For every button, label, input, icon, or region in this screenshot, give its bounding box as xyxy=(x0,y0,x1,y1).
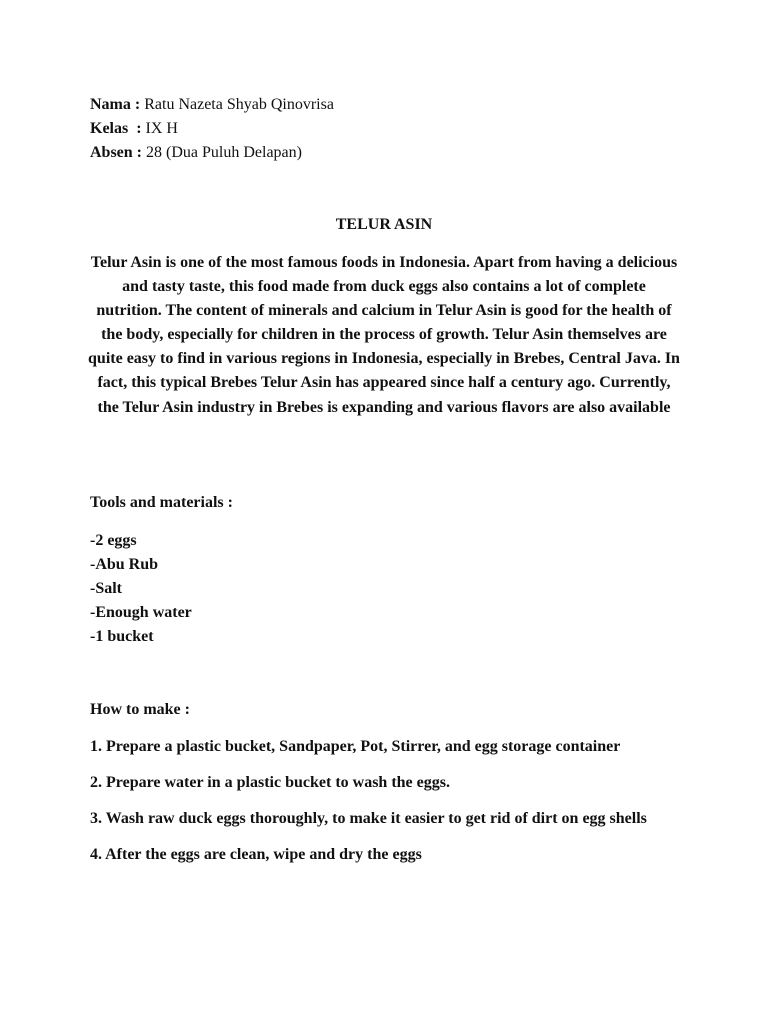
class-value: IX H xyxy=(145,120,178,137)
step-item: 2. Prepare water in a plastic bucket to wash the eggs. xyxy=(90,774,450,791)
class-label: Kelas : xyxy=(90,120,142,137)
name-value: Ratu Nazeta Shyab Qinovrisa xyxy=(144,96,334,113)
step-item: 3. Wash raw duck eggs thoroughly, to make it easier to get rid of dirt on egg shells xyxy=(90,810,647,827)
step-item: 1. Prepare a plastic bucket, Sandpaper, Pot, Stirrer, and egg storage container xyxy=(90,738,621,755)
materials-list xyxy=(90,529,192,649)
student-info xyxy=(90,93,334,165)
attendance-value: 28 (Dua Puluh Delapan) xyxy=(146,144,302,161)
list-item: -Enough water xyxy=(90,604,192,622)
list-item: -2 eggs xyxy=(90,532,137,549)
step-item: 4. After the eggs are clean, wipe and dry the eggs xyxy=(90,846,422,863)
attendance-label: Absen : xyxy=(90,144,143,161)
document-title: TELUR ASIN xyxy=(335,216,433,233)
list-item: -1 bucket xyxy=(90,628,154,646)
name-row xyxy=(90,93,334,117)
list-item: -Abu Rub xyxy=(90,556,159,574)
how-to-heading: How to make : xyxy=(90,701,190,718)
class-row xyxy=(90,117,334,141)
list-item: -Salt xyxy=(90,580,122,598)
name-label: Nama : xyxy=(90,96,141,113)
steps-list xyxy=(90,735,690,879)
attendance-row xyxy=(90,141,334,165)
materials-heading: Tools and materials : xyxy=(90,494,233,511)
intro-paragraph: Telur Asin is one of the most famous foods in Indonesia. Apart from having a delicious and tasty taste, this food made from duck eggs also contains a lot of complete nutrition. The content of minerals and calcium in Telur Asin is good for the health of the body, especially for children in the process of growth. Telur Asin themselves are quite easy to find in various regions in Indonesia, especially in Brebes, Central Java. In fact, this typical Brebes Telur Asin has appeared since half a century ago. Currently, the Telur Asin industry in Brebes is expanding and various flavors are also available xyxy=(88,254,680,416)
